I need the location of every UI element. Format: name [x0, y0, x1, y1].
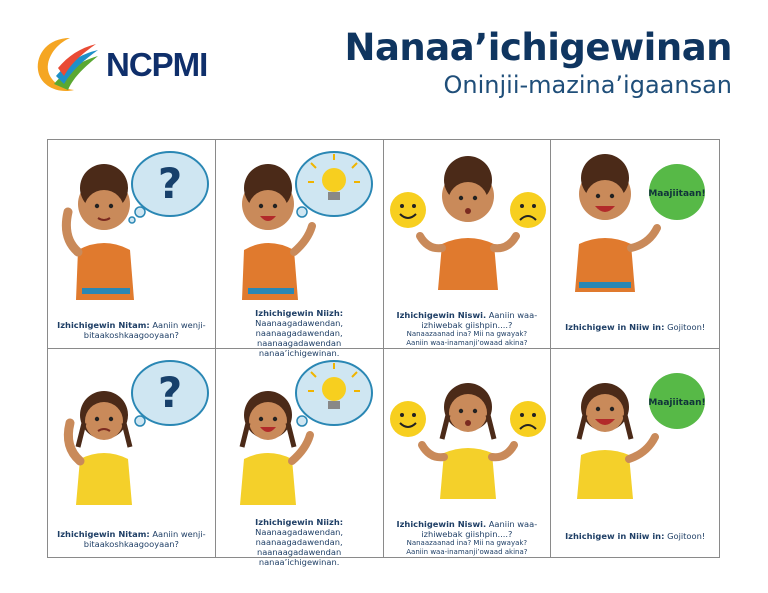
card-caption: Izhichigew in Niiw in: Gojitoon!	[565, 530, 706, 541]
logo-wordmark: NCPMI	[106, 46, 208, 83]
girl-thinking-illustration	[48, 349, 216, 519]
card-step-2-boy	[216, 140, 384, 358]
page-title: Nanaa’ichigewinan	[344, 26, 732, 69]
card-caption: Izhichigewin Niswi. Aaniin waa-izhiwebak giishpin....? Nanaazaanad ina? Mii na gwayak? Aaniin waa-inamanji’owaad akina?	[396, 518, 538, 556]
card-step-4-girl	[551, 349, 719, 558]
card-caption: Izhichigewin Niswi. Aaniin waa-izhiwebak giishpin....? Nanaazaanad ina? Mii na gwayak? Aaniin waa-inamanji’owaad akina?	[396, 310, 538, 347]
boy-choices-illustration	[384, 140, 552, 310]
card-step-2-girl	[216, 349, 384, 567]
ncpmi-logo	[34, 32, 214, 96]
card-step-1-girl	[48, 349, 216, 558]
card-step-4-boy	[551, 140, 719, 349]
card-step-3-boy	[384, 140, 552, 349]
title-block	[345, 26, 733, 100]
card-caption: Izhichigewin Nitam: Aaniin wenji-bitaakoshkaagooyaan?	[57, 320, 206, 340]
card-step-1-boy	[48, 140, 216, 349]
question-mark-icon: ?	[157, 159, 183, 208]
go-badge: Maajiitaan!	[648, 189, 706, 199]
sad-face-icon	[510, 401, 546, 437]
ncpmi-swoosh-icon	[34, 32, 104, 96]
girl-choices-illustration	[384, 349, 552, 519]
girl-idea-illustration	[216, 349, 384, 519]
page-subtitle: Oninjii-mazina’igaansan	[443, 71, 732, 99]
card-caption: Izhichigewin Niizh: Naanaagadawendan, naanaagadawendan, naanaagadawendan nanaa’ichigewinan.	[255, 308, 344, 358]
card-caption: Izhichigewin Niizh: Naanaagadawendan, naanaagadawendan, naanaagadawendan nanaa’ichigewinan.	[255, 516, 344, 567]
go-badge: Maajiitaan!	[648, 397, 706, 408]
girl-go-illustration	[551, 349, 719, 519]
boy-go-illustration	[551, 140, 719, 310]
card-step-3-girl	[384, 349, 552, 558]
boy-thinking-illustration	[48, 140, 216, 310]
question-mark-icon: ?	[157, 367, 183, 417]
sad-face-icon	[510, 192, 546, 228]
card-grid	[47, 139, 720, 567]
boy-idea-illustration	[216, 140, 384, 310]
card-caption: Izhichigew in Niiw in: Gojitoon!	[565, 322, 706, 332]
happy-face-icon	[390, 192, 426, 228]
card-caption: Izhichigewin Nitam: Aaniin wenji-bitaakoshkaagooyaan?	[57, 528, 206, 549]
happy-face-icon	[390, 401, 426, 437]
